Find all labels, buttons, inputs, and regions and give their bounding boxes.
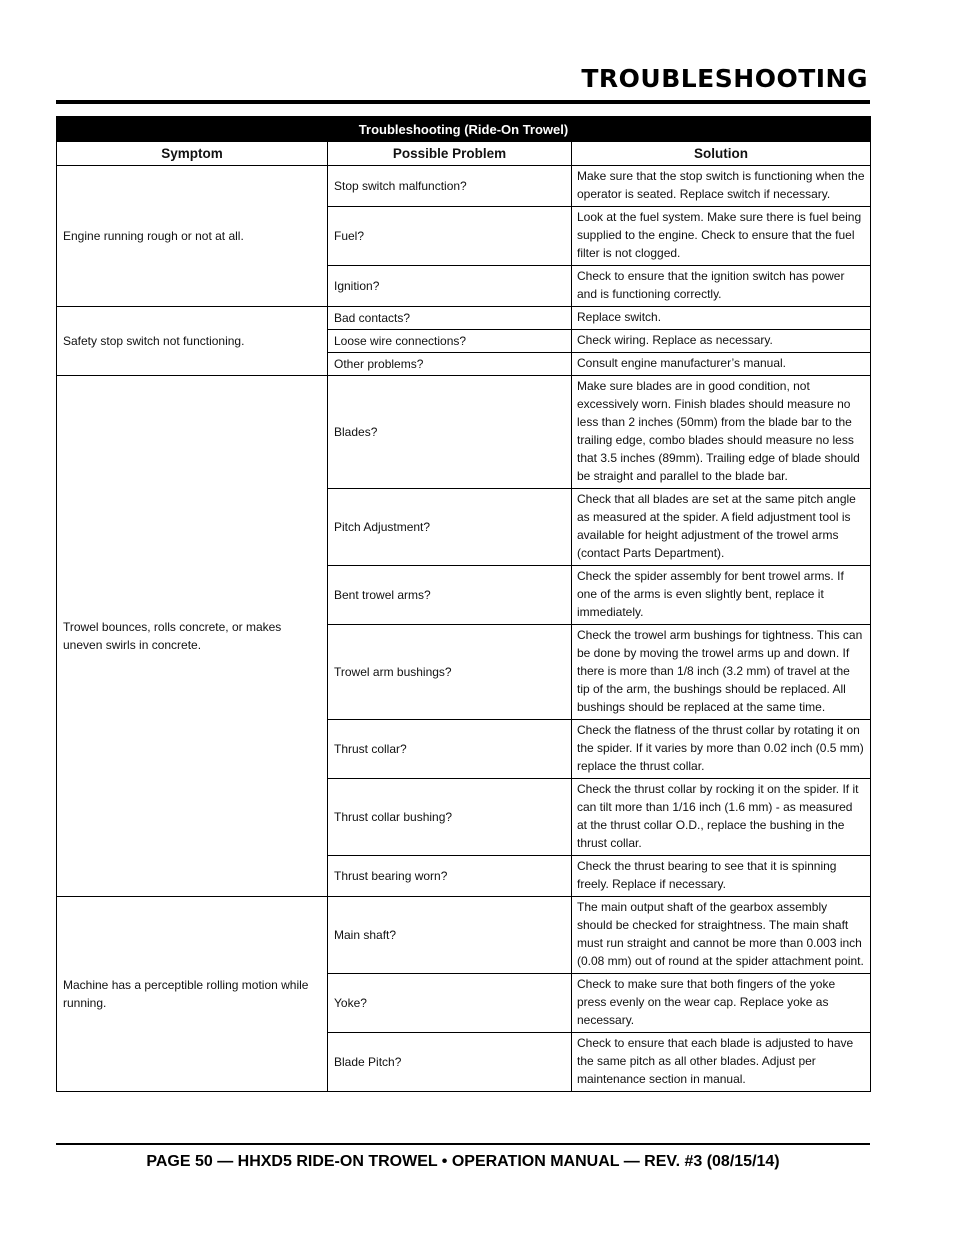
problem-cell: Blades?: [328, 376, 572, 489]
footer-divider: [56, 1143, 870, 1145]
solution-cell: Check wiring. Replace as necessary.: [572, 330, 871, 353]
solution-cell: Check to ensure that each blade is adjusted to have the same pitch as all other blades. Adjust per maintenance section in manual.: [572, 1033, 871, 1092]
solution-cell: Check the trowel arm bushings for tightness. This can be done by moving the trowel arms up and down. If there is more than 1/8 inch (3.2 mm) of travel at the tip of the arm, the bushings should be replaced. All bushings should be replaced at the same time.: [572, 625, 871, 720]
solution-cell: The main output shaft of the gearbox assembly should be checked for straightness. The main shaft must run straight and cannot be more than 0.003 inch (0.08 mm) out of round at the spider attachment point.: [572, 897, 871, 974]
solution-cell: Make sure blades are in good condition, not excessively worn. Finish blades should measure no less than 2 inches (50mm) from the blade bar to the trailing edge, combo blades should measure no less that 3.5 inches (89mm). Trailing edge of blade should be straight and parallel to the blade bar.: [572, 376, 871, 489]
problem-cell: Other problems?: [328, 353, 572, 376]
problem-cell: Fuel?: [328, 207, 572, 266]
solution-cell: Consult engine manufacturer’s manual.: [572, 353, 871, 376]
problem-cell: Main shaft?: [328, 897, 572, 974]
table-row: [57, 307, 871, 330]
problem-cell: Stop switch malfunction?: [328, 166, 572, 207]
solution-cell: Check to ensure that the ignition switch has power and is functioning correctly.: [572, 266, 871, 307]
page-title: TROUBLESHOOTING: [581, 64, 868, 93]
symptom-cell: Safety stop switch not functioning.: [57, 307, 328, 376]
solution-cell: Check the thrust collar by rocking it on the spider. If it can tilt more than 1/16 inch (1.6 mm) - as measured at the thrust collar O.D., replace the bushing in the thrust collar.: [572, 779, 871, 856]
table-row: [57, 166, 871, 207]
table-row: [57, 376, 871, 489]
solution-cell: Check the thrust bearing to see that it is spinning freely. Replace if necessary.: [572, 856, 871, 897]
problem-cell: Pitch Adjustment?: [328, 489, 572, 566]
symptom-cell: Trowel bounces, rolls concrete, or makes uneven swirls in concrete.: [57, 376, 328, 897]
title-divider: [56, 100, 870, 104]
problem-cell: Bad contacts?: [328, 307, 572, 330]
problem-cell: Thrust collar bushing?: [328, 779, 572, 856]
solution-cell: Look at the fuel system. Make sure there is fuel being supplied to the engine. Check to ensure that the fuel filter is not clogged.: [572, 207, 871, 266]
problem-cell: Trowel arm bushings?: [328, 625, 572, 720]
column-header-solution: Solution: [572, 142, 871, 166]
problem-cell: Thrust collar?: [328, 720, 572, 779]
problem-cell: Ignition?: [328, 266, 572, 307]
troubleshooting-table: [56, 116, 871, 1092]
solution-cell: Replace switch.: [572, 307, 871, 330]
symptom-cell: Machine has a perceptible rolling motion while running.: [57, 897, 328, 1092]
problem-cell: Yoke?: [328, 974, 572, 1033]
problem-cell: Blade Pitch?: [328, 1033, 572, 1092]
problem-cell: Thrust bearing worn?: [328, 856, 572, 897]
column-header-possible-problem: Possible Problem: [328, 142, 572, 166]
solution-cell: Make sure that the stop switch is functioning when the operator is seated. Replace switch if necessary.: [572, 166, 871, 207]
problem-cell: Bent trowel arms?: [328, 566, 572, 625]
solution-cell: Check to make sure that both fingers of the yoke press evenly on the wear cap. Replace yoke as necessary.: [572, 974, 871, 1033]
solution-cell: Check that all blades are set at the same pitch angle as measured at the spider. A field adjustment tool is available for height adjustment of the trowel arms (contact Parts Department).: [572, 489, 871, 566]
table-caption: Troubleshooting (Ride-On Trowel): [57, 117, 871, 142]
solution-cell: Check the flatness of the thrust collar by rotating it on the spider. If it varies by more than 0.02 inch (0.5 mm) replace the thrust collar.: [572, 720, 871, 779]
table-row: [57, 897, 871, 974]
page-footer: PAGE 50 — HHXD5 RIDE-ON TROWEL • OPERATION MANUAL — REV. #3 (08/15/14): [146, 1153, 780, 1170]
solution-cell: Check the spider assembly for bent trowel arms. If one of the arms is even slightly bent, replace it immediately.: [572, 566, 871, 625]
symptom-cell: Engine running rough or not at all.: [57, 166, 328, 307]
problem-cell: Loose wire connections?: [328, 330, 572, 353]
column-header-symptom: Symptom: [57, 142, 328, 166]
